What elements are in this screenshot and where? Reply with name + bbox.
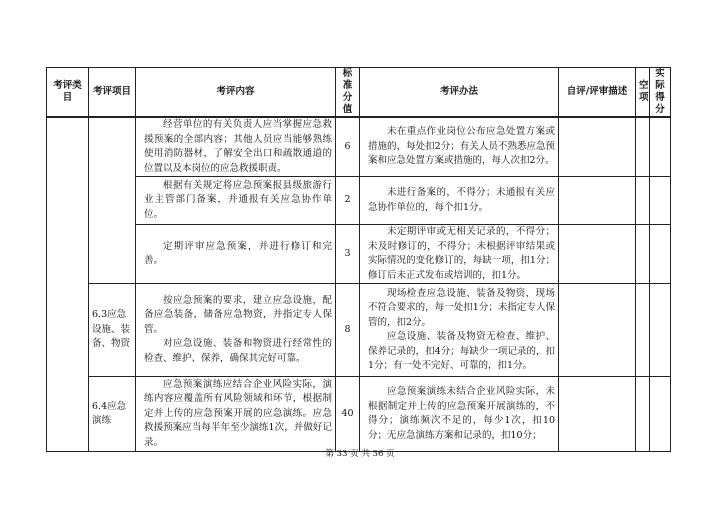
method-cell: 未进行备案的，不得分；未通报有关应急协作单位的，每个扣1分。 bbox=[360, 177, 559, 225]
item-cell: 6.4应急演练 bbox=[89, 377, 136, 452]
table-row bbox=[47, 377, 671, 452]
self-eval-cell bbox=[559, 177, 636, 225]
table-row bbox=[47, 225, 671, 284]
blank-cell bbox=[636, 284, 650, 377]
self-eval-cell bbox=[559, 225, 636, 284]
header-actual-score: 实际得分 bbox=[650, 68, 671, 118]
header-self-eval: 自评/评审描述 bbox=[559, 68, 636, 118]
header-blank: 空项 bbox=[636, 68, 650, 118]
score-cell: 3 bbox=[336, 225, 360, 284]
self-eval-cell bbox=[559, 377, 636, 452]
blank-cell bbox=[636, 177, 650, 225]
table-row bbox=[47, 117, 671, 177]
content-cell: 经营单位的有关负责人应当掌握应急救援预案的全部内容；其他人员应当能够熟练使用消防器材，了解安全出口和疏散通道的位置以及本岗位的应急救援职责。 bbox=[136, 117, 336, 177]
self-eval-cell bbox=[559, 117, 636, 177]
header-item: 考评项目 bbox=[89, 68, 136, 118]
score-cell: 2 bbox=[336, 177, 360, 225]
score-cell: 8 bbox=[336, 284, 360, 377]
item-cell: 6.3应急设施、装备、物资 bbox=[89, 284, 136, 377]
header-category: 考评类目 bbox=[47, 68, 89, 118]
blank-cell bbox=[636, 225, 650, 284]
method-cell: 未定期评审或无相关记录的，不得分；未及时修订的，不得分；未根据评审结果或实际情况的变化修订的，每缺一项，扣1分；修订后未正式发布或培训的，扣1分。 bbox=[360, 225, 559, 284]
method-cell: 现场检查应急设施、装备及物资，现场不符合要求的，每一处扣1分；未指定专人保管的，扣2分。 应急设施、装备及物资无检查、维护、保养记录的，扣4分；每缺少一项记录的，扣1分；有一处不完好、可靠的，扣1分。 bbox=[360, 284, 559, 377]
content-cell: 按应急预案的要求，建立应急设施，配备应急装备，储备应急物资，并指定专人保管。 对应急设施、装备和物资进行经常性的检查、维护、保养，确保其完好可靠。 bbox=[136, 284, 336, 377]
header-method: 考评办法 bbox=[360, 68, 559, 118]
evaluation-table bbox=[46, 67, 671, 452]
table-header-row bbox=[47, 68, 671, 118]
content-cell: 定期评审应急预案，并进行修订和完善。 bbox=[136, 225, 336, 284]
content-cell: 根据有关规定将应急预案报县级旅游行业主管部门备案，并通报有关应急协作单位。 bbox=[136, 177, 336, 225]
blank-cell bbox=[636, 117, 650, 177]
actual-score-cell bbox=[650, 377, 671, 452]
method-cell: 应急预案演练未结合企业风险实际，未根据制定并上传的应急预案开展演练的，不得分；演练频次不足的，每少1次，扣10分；无应急演练方案和记录的，扣10分； bbox=[360, 377, 559, 452]
method-cell: 未在重点作业岗位公布应急处置方案或措施的，每处扣2分；有关人员不熟悉应急预案和应急处置方案或措施的，每人次扣2分。 bbox=[360, 117, 559, 177]
score-cell: 6 bbox=[336, 117, 360, 177]
header-content: 考评内容 bbox=[136, 68, 336, 118]
header-score: 标准分值 bbox=[336, 68, 360, 118]
actual-score-cell bbox=[650, 284, 671, 377]
table-row bbox=[47, 177, 671, 225]
item-cell bbox=[89, 117, 136, 284]
category-cell bbox=[47, 117, 89, 452]
page-number-footer: 第 33 页 共 36 页 bbox=[325, 449, 395, 459]
blank-cell bbox=[636, 377, 650, 452]
content-cell: 应急预案演练应结合企业风险实际，演练内容应覆盖所有风险领域和环节，根据制定并上传的应急预案开展的应急演练。应急救援预案应当每半年至少演练1次，并做好记录。 bbox=[136, 377, 336, 452]
actual-score-cell bbox=[650, 117, 671, 177]
actual-score-cell bbox=[650, 225, 671, 284]
actual-score-cell bbox=[650, 177, 671, 225]
score-cell: 40 bbox=[336, 377, 360, 452]
table-row bbox=[47, 284, 671, 377]
self-eval-cell bbox=[559, 284, 636, 377]
